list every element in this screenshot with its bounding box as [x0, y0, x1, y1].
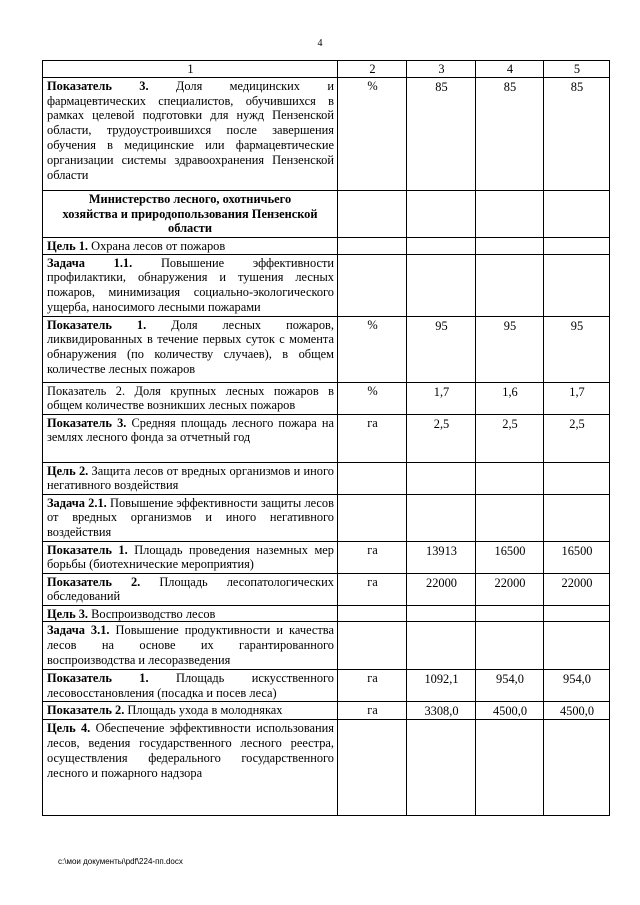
- value-cell: [476, 494, 544, 541]
- section-row: [43, 190, 610, 237]
- unit-cell: га: [338, 573, 407, 605]
- unit-cell: %: [338, 382, 407, 414]
- table-row: [43, 414, 610, 462]
- value-cell: 1,7: [544, 382, 610, 414]
- value-cell: 16500: [476, 541, 544, 573]
- table-row: [43, 702, 610, 720]
- value-cell: 22000: [407, 573, 476, 605]
- file-path-footer: c:\мои документы\pdf\224-пп.docx: [58, 857, 183, 866]
- table-row: [43, 720, 610, 816]
- value-cell: [407, 254, 476, 316]
- value-cell: [476, 720, 544, 816]
- table-row: [43, 622, 610, 670]
- indicator-name: Показатель 1. Площадь искусственного лесовосстановления (посадка и посев леса): [43, 670, 338, 702]
- table-header-row: [43, 61, 610, 78]
- value-cell: 85: [407, 77, 476, 190]
- unit-cell: га: [338, 702, 407, 720]
- table-row: [43, 237, 610, 254]
- indicator-name: Цель 3. Воспроизводство лесов: [43, 605, 338, 622]
- unit-cell: [338, 237, 407, 254]
- ministry-heading: Министерство лесного, охотничьего хозяйства и природопользования Пензенской области: [43, 190, 338, 237]
- header-col-3: 3: [407, 61, 476, 78]
- header-col-4: 4: [476, 61, 544, 78]
- indicator-name: Цель 1. Охрана лесов от пожаров: [43, 237, 338, 254]
- value-cell: 95: [476, 316, 544, 382]
- value-cell: 22000: [476, 573, 544, 605]
- table-row: [43, 541, 610, 573]
- value-cell: 2,5: [407, 414, 476, 462]
- unit-cell: [338, 622, 407, 670]
- table-row: [43, 316, 610, 382]
- value-cell: [544, 462, 610, 494]
- value-cell: 3308,0: [407, 702, 476, 720]
- value-cell: 16500: [544, 541, 610, 573]
- value-cell: [544, 494, 610, 541]
- value-cell: [544, 720, 610, 816]
- value-cell: [407, 462, 476, 494]
- value-cell: [476, 254, 544, 316]
- indicator-name: Показатель 2. Площадь ухода в молодняках: [43, 702, 338, 720]
- value-cell: 85: [476, 77, 544, 190]
- indicator-name: Цель 2. Защита лесов от вредных организмов и иного негативного воздействия: [43, 462, 338, 494]
- value-cell: [544, 237, 610, 254]
- empty-cell: [338, 190, 407, 237]
- indicator-name: Показатель 3. Средняя площадь лесного пожара на землях лесного фонда за отчетный год: [43, 414, 338, 462]
- indicator-name: Показатель 2. Доля крупных лесных пожаров в общем количестве возникших лесных пожаров: [43, 382, 338, 414]
- value-cell: [476, 462, 544, 494]
- indicator-name: Задача 3.1. Повышение продуктивности и качества лесов на основе их гарантированного воспроизводства и лесоразведения: [43, 622, 338, 670]
- indicator-name: Показатель 1. Площадь проведения наземных мер борьбы (биотехнические мероприятия): [43, 541, 338, 573]
- table-row: [43, 462, 610, 494]
- unit-cell: га: [338, 541, 407, 573]
- table-row: [43, 670, 610, 702]
- value-cell: 4500,0: [476, 702, 544, 720]
- value-cell: 2,5: [544, 414, 610, 462]
- indicator-name: Показатель 3. Доля медицинских и фармацевтических специалистов, обучившихся в рамках целевой подготовки для нужд Пензенской области, трудоустроившихся после завершения обучения в медицинские или фармацевтические организации системы здравоохранения Пензенской области: [43, 77, 338, 190]
- value-cell: [476, 605, 544, 622]
- value-cell: [407, 605, 476, 622]
- value-cell: 954,0: [476, 670, 544, 702]
- value-cell: 4500,0: [544, 702, 610, 720]
- unit-cell: [338, 605, 407, 622]
- value-cell: 2,5: [476, 414, 544, 462]
- value-cell: [544, 622, 610, 670]
- indicator-name: Задача 1.1. Повышение эффективности профилактики, обнаружения и тушения лесных пожаров, минимизация социально-экологического ущерба, наносимого лесными пожарами: [43, 254, 338, 316]
- page-number: 4: [317, 38, 323, 49]
- unit-cell: [338, 494, 407, 541]
- table-row: [43, 605, 610, 622]
- indicator-name: Цель 4. Обеспечение эффективности использования лесов, ведения государственного лесного реестра, осуществления федерального государственного лесного и пожарного надзора: [43, 720, 338, 816]
- header-col-5: 5: [544, 61, 610, 78]
- value-cell: [407, 720, 476, 816]
- unit-cell: [338, 254, 407, 316]
- empty-cell: [476, 190, 544, 237]
- unit-cell: [338, 462, 407, 494]
- table-row: [43, 382, 610, 414]
- value-cell: [544, 254, 610, 316]
- value-cell: 1,7: [407, 382, 476, 414]
- indicator-name: Показатель 1. Доля лесных пожаров, ликвидированных в течение первых суток с момента обнаружения (по количеству случаев), в общем количестве лесных пожаров: [43, 316, 338, 382]
- unit-cell: га: [338, 670, 407, 702]
- value-cell: 85: [544, 77, 610, 190]
- unit-cell: [338, 720, 407, 816]
- indicators-table: [42, 60, 610, 816]
- indicator-name: Показатель 2. Площадь лесопатологических обследований: [43, 573, 338, 605]
- value-cell: [544, 605, 610, 622]
- empty-cell: [544, 190, 610, 237]
- value-cell: [407, 237, 476, 254]
- unit-cell: %: [338, 77, 407, 190]
- indicator-name: Задача 2.1. Повышение эффективности защиты лесов от вредных организмов и иного негативного воздействия: [43, 494, 338, 541]
- value-cell: 1,6: [476, 382, 544, 414]
- value-cell: 1092,1: [407, 670, 476, 702]
- value-cell: [476, 237, 544, 254]
- value-cell: 13913: [407, 541, 476, 573]
- value-cell: [476, 622, 544, 670]
- table-row: [43, 254, 610, 316]
- value-cell: 22000: [544, 573, 610, 605]
- unit-cell: га: [338, 414, 407, 462]
- value-cell: 954,0: [544, 670, 610, 702]
- header-col-1: 1: [43, 61, 338, 78]
- value-cell: 95: [407, 316, 476, 382]
- value-cell: [407, 622, 476, 670]
- value-cell: [407, 494, 476, 541]
- header-col-2: 2: [338, 61, 407, 78]
- table-row: [43, 77, 610, 190]
- empty-cell: [407, 190, 476, 237]
- unit-cell: %: [338, 316, 407, 382]
- value-cell: 95: [544, 316, 610, 382]
- table-row: [43, 494, 610, 541]
- table-row: [43, 573, 610, 605]
